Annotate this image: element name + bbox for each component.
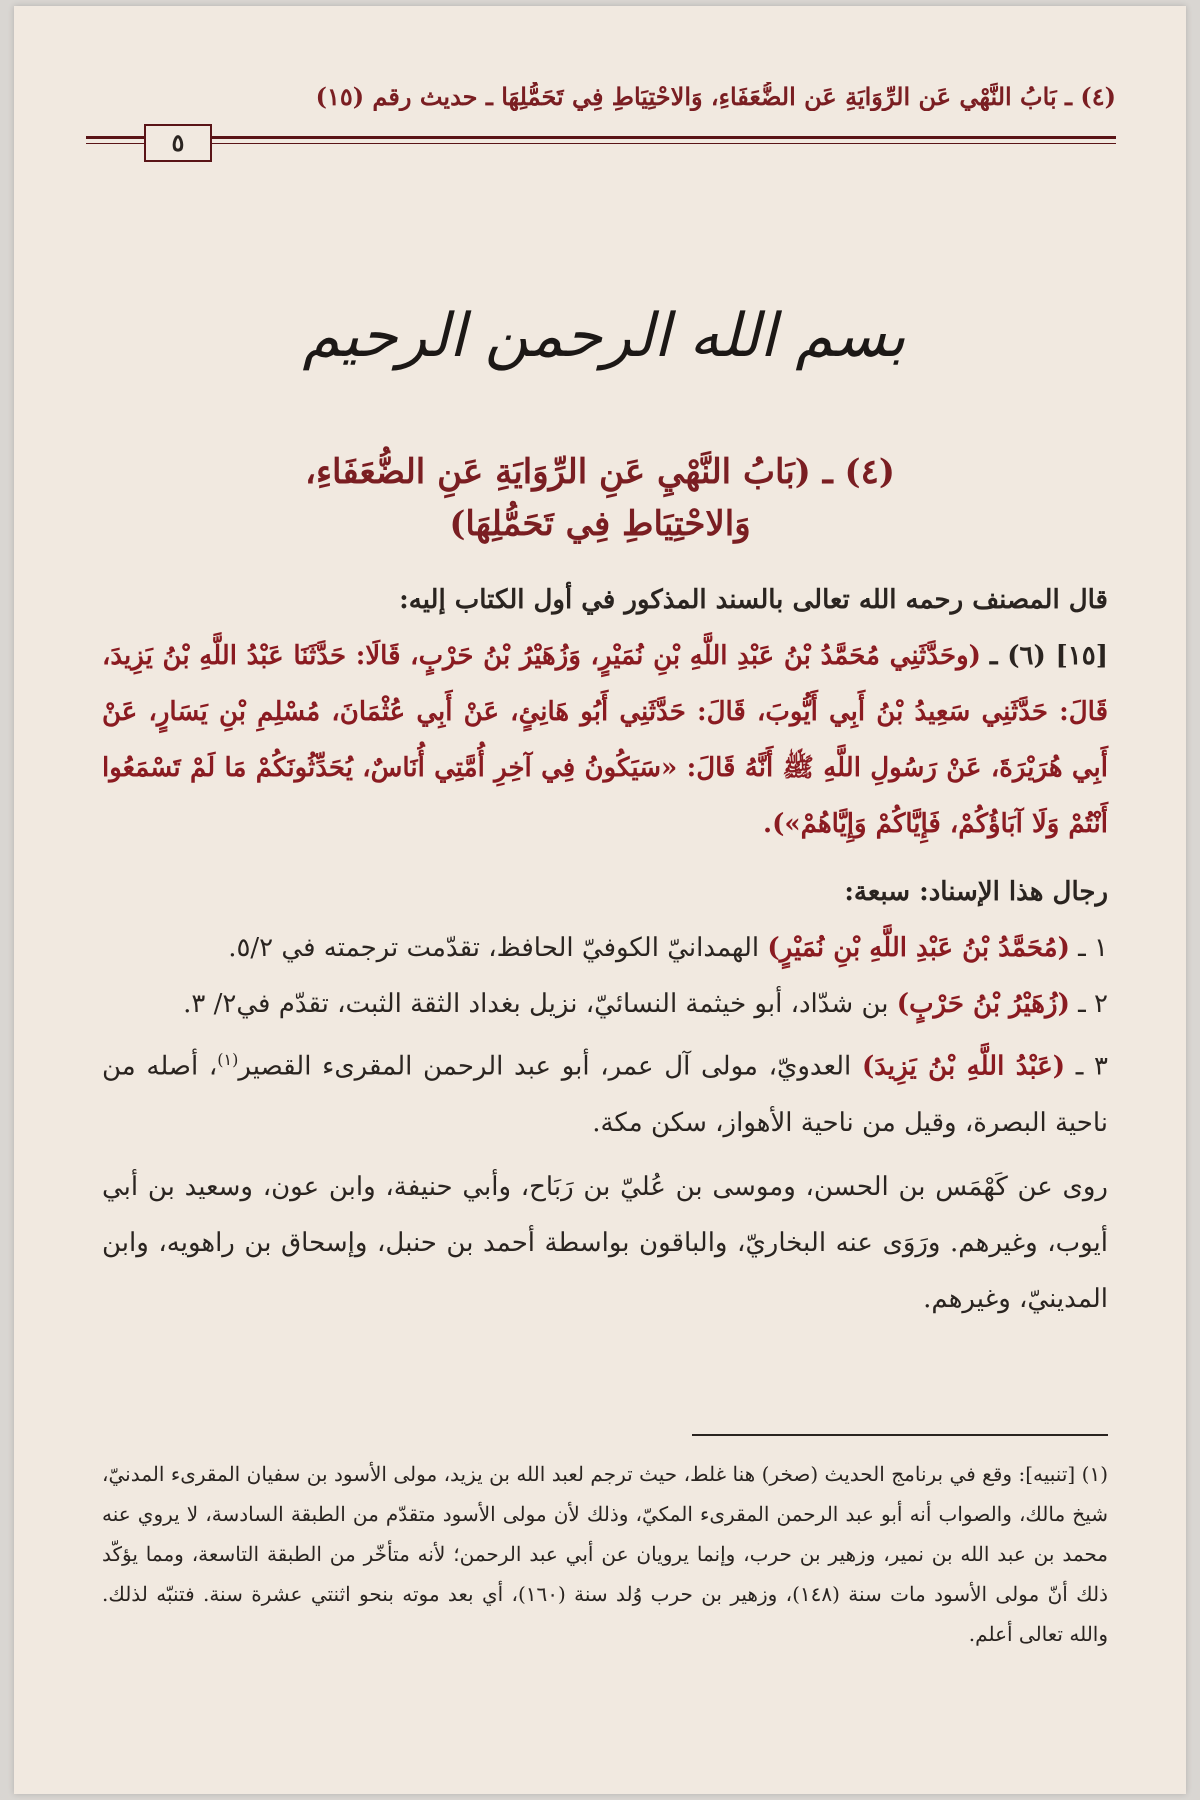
footnote-1-marker: (١) — [1081, 1462, 1108, 1486]
narrators-heading: رجال هذا الإسناد: سبعة: — [844, 877, 1108, 907]
narrator-2-text: بن شدّاد، أبو خيثمة النسائيّ، نزيل بغداد الثقة الثبت، تقدّم في٢/ ٣. — [183, 989, 889, 1019]
narrator-3-text: العدويّ، مولى آل عمر، أبو عبد الرحمن المقرىء القصير — [238, 1051, 852, 1082]
narrator-1-text: الهمدانيّ الكوفيّ الحافظ، تقدّمت ترجمته في ٥/٢. — [228, 933, 760, 963]
narrator-2-name: (زُهَيْرُ بْنُ حَرْبٍ) — [896, 989, 1070, 1019]
narrator-2 — [102, 976, 1108, 1032]
footnotes — [102, 1454, 1108, 1654]
footnote-reference: (١) — [217, 1050, 239, 1069]
hadith-paragraph — [102, 628, 1108, 852]
footnote-separator — [692, 1434, 1108, 1436]
main-text — [102, 572, 1108, 1327]
narrator-3-name: (عَبْدُ اللَّهِ بْنُ يَزِيدَ) — [861, 1051, 1066, 1082]
book-page — [14, 6, 1186, 1794]
transmission-paragraph: روى عن كَهْمَس بن الحسن، وموسى بن عُليّ بن رَبَاح، وأبي حنيفة، وابن عون، وسعيد بن أبي أيوب، وغيرهم. ورَوَى عنه البخاريّ، والباقون بواسطة أحمد بن حنبل، وإسحاق بن راهويه، وابن المدينيّ، وغيرهم. — [102, 1171, 1108, 1314]
intro-line: قال المصنف رحمه الله تعالى بالسند المذكور في أول الكتاب إليه: — [399, 585, 1108, 615]
narrator-1 — [102, 920, 1108, 976]
chapter-title-line-2: وَالاحْتِيَاطِ فِي تَحَمُّلِهَا) — [449, 504, 751, 544]
narrator-1-name: (مُحَمَّدُ بْنُ عَبْدِ اللَّهِ بْنِ نُمَيْرٍ) — [767, 933, 1070, 963]
page-number: ٥ — [144, 124, 212, 162]
chapter-title — [264, 446, 936, 550]
narrator-2-number: ٢ ـ — [1078, 989, 1108, 1019]
chapter-title-line-1: (٤) ـ (بَابُ النَّهْيِ عَنِ الرِّوَايَةِ عَنِ الضُّعَفَاءِ، — [305, 452, 895, 492]
footnote-1 — [102, 1454, 1108, 1654]
narrator-3 — [102, 1032, 1108, 1151]
narrator-3-number: ٣ ـ — [1075, 1051, 1109, 1082]
footnote-1-text: [تنبيه]: وقع في برنامج الحديث (صخر) هنا غلط، حيث ترجم لعبد الله بن يزيد، مولى الأسود بن سفيان المقرىء المدنيّ، شيخ مالك، والصواب أنه أبو عبد الرحمن المقرىء المكيّ، وذلك لأن مولى الأسود متقدّم من الطبقة السادسة، لا يروي عنه محمد بن عبد الله بن نمير، وزهير بن حرب، وإنما يرويان عن أبي عبد الرحمن؛ لأنه متأخّر من الطبقة التاسعة، ومما يؤكّد ذلك أنّ مولى الأسود مات سنة (١٤٨)، وزهير بن حرب وُلد سنة (١٦٠)، أي بعد موته بنحو اثنتي عشرة سنة. فتنبّه لذلك. والله تعالى أعلم. — [102, 1462, 1109, 1646]
basmala-calligraphy: بسم الله الرحمن الرحيم — [302, 301, 906, 371]
hadith-number: [١٥] (٦) ـ — [989, 641, 1109, 671]
narrator-1-number: ١ ـ — [1078, 933, 1108, 963]
running-header-title: (٤) ـ بَابُ النَّهْيِ عَنِ الرِّوَايَةِ عَنِ الضُّعَفَاءِ، وَالاحْتِيَاطِ فِي تَحَمُّلِهَا ـ حديث رقم (١٥) — [315, 82, 1116, 111]
header-rule — [86, 136, 1116, 139]
header-rule-thin — [86, 143, 1116, 144]
hadith-text: (وحَدَّثَنِي مُحَمَّدُ بْنُ عَبْدِ اللَّهِ بْنِ نُمَيْرٍ، وَزُهَيْرُ بْنُ حَرْبٍ، قَالَا: حَدَّثَنَا عَبْدُ اللَّهِ بْنُ يَزِيدَ، قَالَ: حَدَّثَنِي سَعِيدُ بْنُ أَبِي أَيُّوبَ، قَالَ: حَدَّثَنِي أَبُو هَانِئٍ، عَنْ أَبِي عُثْمَانَ، مُسْلِمِ بْنِ يَسَارٍ، عَنْ أَبِي هُرَيْرَةَ، عَنْ رَسُولِ اللَّهِ ﷺ أَنَّهُ قَالَ: «سَيَكُونُ فِي آخِرِ أُمَّتِي أُنَاسٌ، يُحَدِّثُونَكُمْ مَا لَمْ تَسْمَعُوا أَنْتُمْ وَلَا آبَاؤُكُمْ، فَإِيَّاكُمْ وَإِيَّاهُمْ»). — [102, 641, 1108, 839]
narrator-3-text-cont: ، أصله من ناحية البصرة، وقيل من ناحية الأهواز، سكن مكة. — [102, 1051, 1108, 1138]
